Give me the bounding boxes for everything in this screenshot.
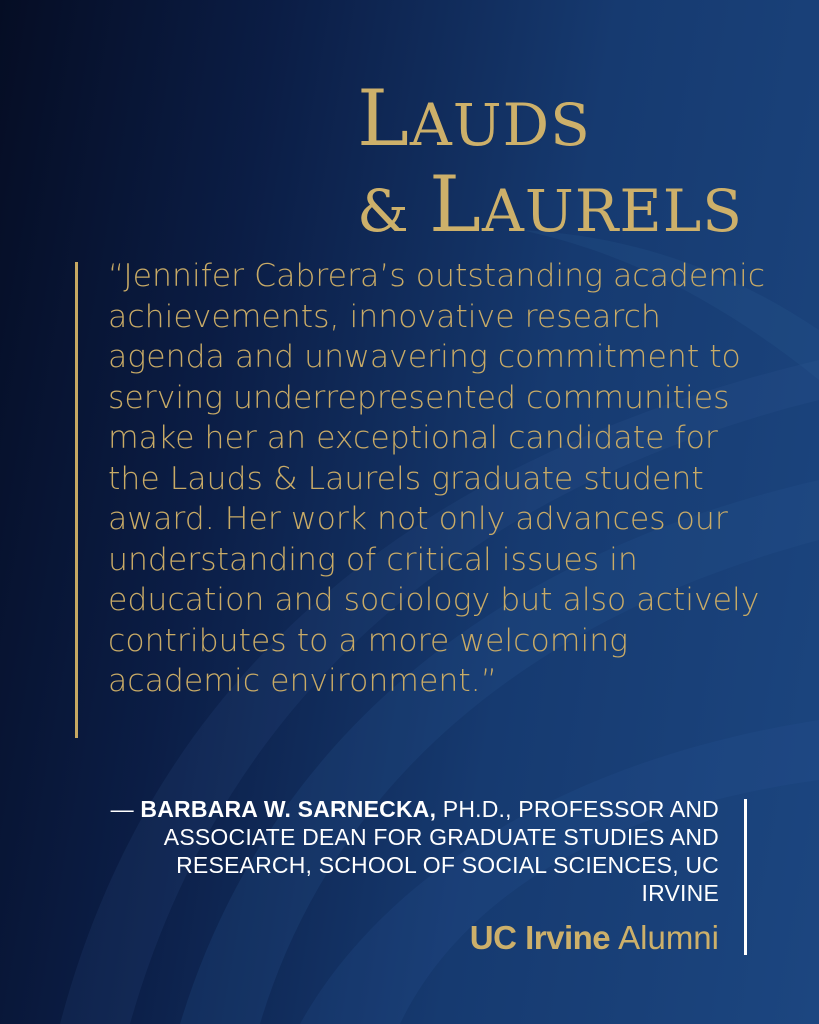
lauds-laurels-logo [357, 74, 743, 250]
attribution-dash: — [110, 796, 141, 822]
uc-irvine-alumni-logo [470, 918, 719, 958]
attribution-title: PH.D., PROFESSOR AND ASSOCIATE DEAN FOR GRADUATE STUDIES AND RESEARCH, SCHOOL OF SOCIAL SCIENCES, UC IRVINE [163, 796, 719, 906]
attribution-name: BARBARA W. SARNECKA, [140, 796, 437, 822]
brand-alumni: Alumni [618, 919, 719, 956]
attribution-accent-bar [744, 799, 747, 955]
quote-text: “Jennifer Cabrera’s outstanding academic achievements, innovative research agenda and unwavering commitment to serving underrepresented communities make her an exceptional candidate for the Lauds & Laurels graduate student award. Her work not only advances our understanding of critical issues in education and sociology but also actively contributes to a more welcoming academic environment.” [108, 258, 766, 699]
logo-line-1: LAUDS [357, 74, 591, 164]
logo-line-2: & LAURELS [357, 160, 743, 250]
brand-uc-irvine: UC Irvine [469, 919, 611, 956]
quote-accent-bar [75, 262, 78, 738]
attribution [99, 795, 719, 907]
